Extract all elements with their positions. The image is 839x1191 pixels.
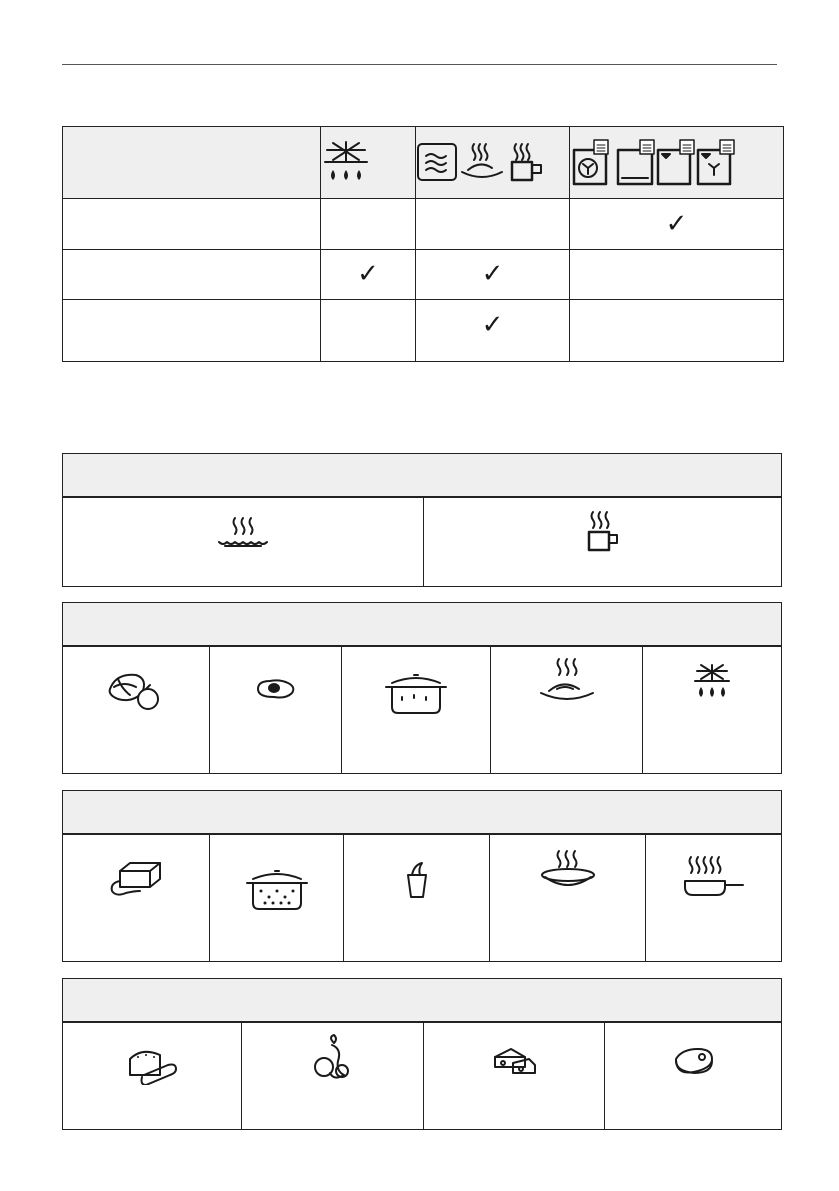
vegetables-icon <box>106 669 166 713</box>
row-label <box>63 249 321 299</box>
section-reheat <box>62 453 782 587</box>
top-heat-program-icon <box>658 140 694 184</box>
food-cell <box>210 647 342 773</box>
check-cell <box>570 299 784 361</box>
defrost-icon <box>692 663 732 703</box>
check-cell <box>321 199 416 249</box>
fruit-icon <box>310 1033 356 1081</box>
food-cell <box>63 647 210 773</box>
heating-icons-group <box>416 140 548 186</box>
table-header-row <box>63 127 784 199</box>
check-cell <box>416 249 570 299</box>
frying-pan-icon <box>681 855 747 899</box>
bread-icon <box>124 1045 180 1085</box>
pot-bubbles-icon <box>245 867 309 911</box>
header-program-cell <box>570 127 784 199</box>
food-cell <box>63 498 424 586</box>
check-cell <box>570 249 784 299</box>
heating-display-icon <box>418 144 456 180</box>
food-cell <box>490 835 646 961</box>
food-cell <box>342 647 491 773</box>
dish-steam-icon <box>537 657 597 707</box>
section-defrosting <box>62 978 782 1130</box>
plate-steam-icon <box>215 516 271 552</box>
food-cell <box>242 1023 424 1129</box>
check-cell <box>416 299 570 361</box>
cup-steam-icon <box>512 144 541 180</box>
food-cell <box>605 1023 781 1129</box>
table-row <box>63 199 784 249</box>
program-icons-group <box>570 138 738 188</box>
section-header <box>63 454 781 498</box>
section-header <box>63 603 781 647</box>
food-cell <box>63 835 210 961</box>
check-mark: ✓ <box>481 259 504 290</box>
section-cooking <box>62 602 782 774</box>
pot-icon <box>384 671 448 715</box>
grill-program-icon <box>618 140 654 184</box>
section-warming <box>62 790 782 962</box>
header-label-cell <box>63 127 321 199</box>
table-row <box>63 299 784 361</box>
food-cell <box>646 835 781 961</box>
soup-bowl-icon <box>539 849 597 889</box>
check-mark: ✓ <box>665 208 688 239</box>
defrost-icon <box>321 140 371 186</box>
table-row <box>63 249 784 299</box>
top-rule <box>62 64 777 65</box>
check-cell <box>570 199 784 249</box>
steak-icon <box>670 1047 716 1077</box>
check-mark: ✓ <box>357 259 379 290</box>
food-cell <box>424 498 781 586</box>
cup-icon <box>402 861 432 901</box>
butter-icon <box>106 859 166 901</box>
fan-heat-program-icon <box>698 140 734 184</box>
section-header <box>63 791 781 835</box>
microwave-fan-program-icon <box>574 140 608 184</box>
compatibility-table <box>62 126 784 362</box>
row-label <box>63 299 321 361</box>
food-cell <box>210 835 344 961</box>
food-cell <box>491 647 643 773</box>
row-label <box>63 199 321 249</box>
check-cell <box>321 299 416 361</box>
cheese-icon <box>491 1045 537 1079</box>
check-mark: ✓ <box>481 309 504 340</box>
check-cell <box>321 249 416 299</box>
egg-icon <box>254 677 298 701</box>
food-cell <box>643 647 781 773</box>
header-defrost-cell <box>321 127 416 199</box>
food-cell <box>424 1023 605 1129</box>
dish-steam-icon <box>462 144 502 177</box>
header-heating-cell <box>416 127 570 199</box>
food-cell <box>63 1023 242 1129</box>
cup-steam-icon <box>583 510 623 554</box>
check-cell <box>416 199 570 249</box>
food-cell <box>344 835 490 961</box>
section-header <box>63 979 781 1023</box>
